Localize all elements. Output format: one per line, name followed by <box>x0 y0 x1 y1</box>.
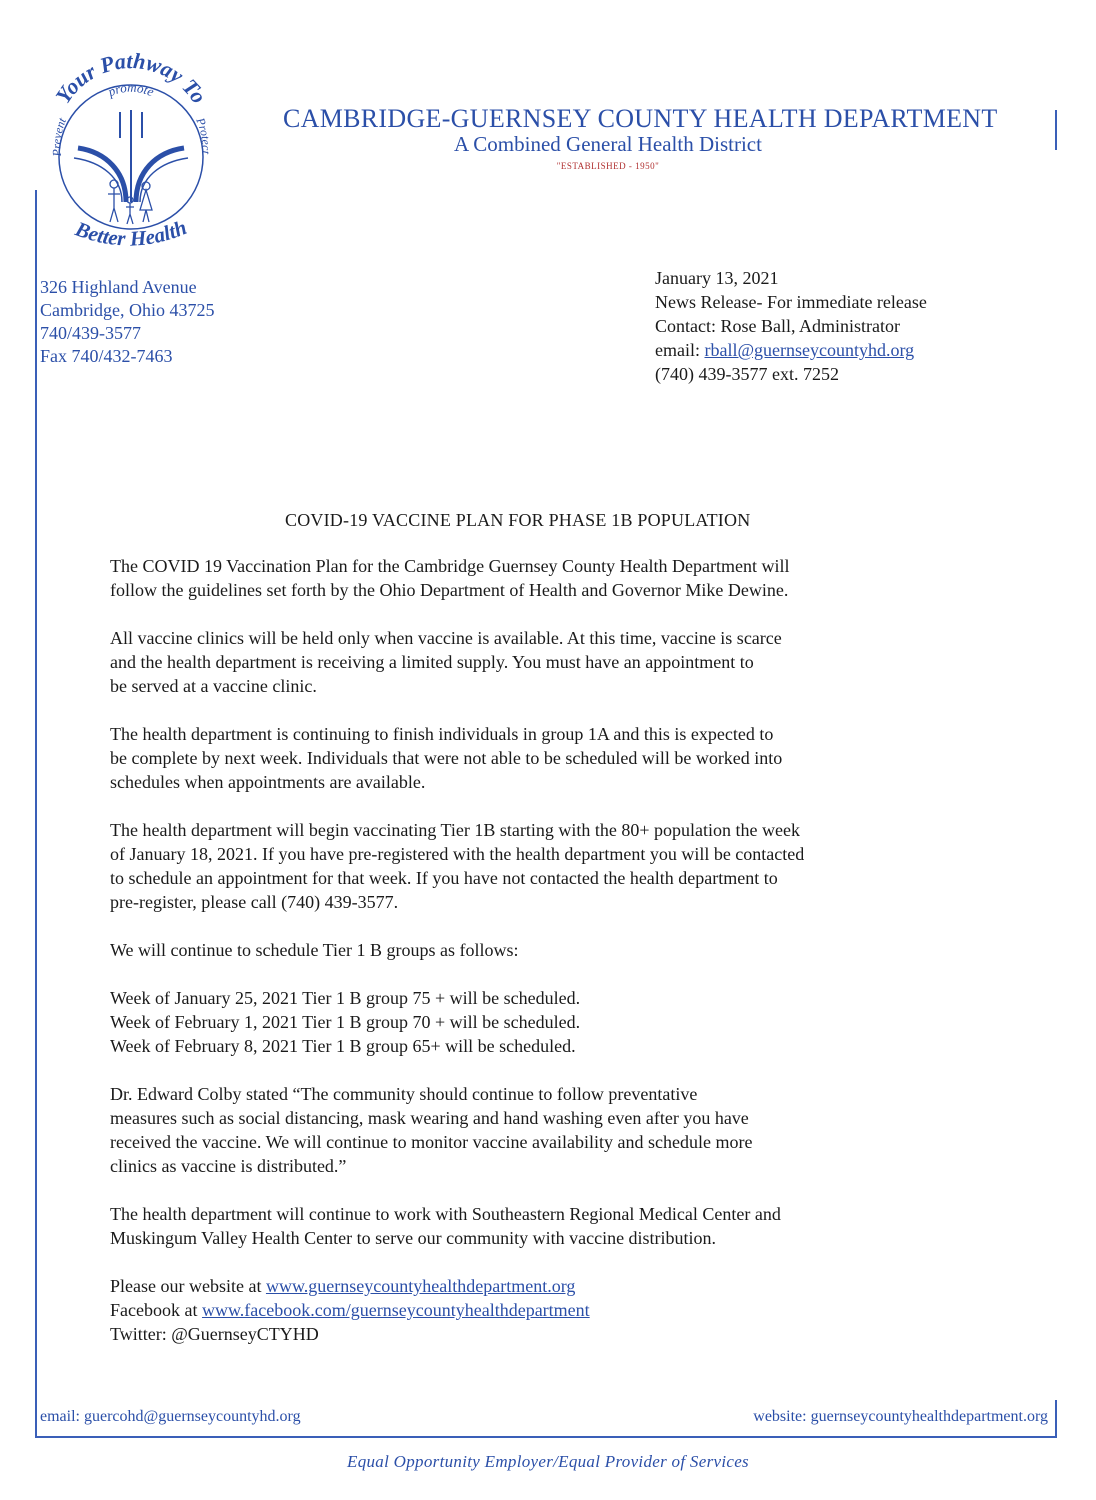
links-block <box>110 1274 1030 1346</box>
organization-subtitle: A Combined General Health District <box>454 132 762 156</box>
paragraph-3: The health department is continuing to finish individuals in group 1A and this is expected to be complete by next week. Individuals that were not able to be scheduled will be worked into schedules when appointments are available. <box>110 724 783 792</box>
website-link[interactable]: www.guernseycountyhealthdepartment.org <box>265 1276 576 1296</box>
paragraph-7: The health department will continue to work with Southeastern Regional Medical Center and Muskingum Valley Health Center to serve our community with vaccine distribution. <box>110 1204 781 1248</box>
logo-prevent-text: Prevent <box>49 115 69 157</box>
footer-email: email: guercohd@guernseycountyhd.org <box>40 1408 301 1425</box>
svg-text:promote <box>105 80 157 100</box>
release-title: COVID-19 VACCINE PLAN FOR PHASE 1B POPULATION <box>285 510 751 530</box>
letterhead-right-rule-bottom <box>1055 1400 1057 1438</box>
release-date: January 13, 2021 <box>655 268 779 288</box>
schedule-item: Week of January 25, 2021 Tier 1 B group 75 + will be scheduled. <box>110 988 581 1008</box>
facebook-link[interactable]: www.facebook.com/guernseycountyhealthdepartment <box>201 1300 590 1320</box>
paragraph-2: All vaccine clinics will be held only when vaccine is available. At this time, vaccine is scarce and the health department is receiving a limited supply. You must have an appointment to be served at a vaccine clinic. <box>110 628 782 696</box>
letterhead-bottom-rule <box>35 1436 1057 1438</box>
contact-email-link[interactable]: rball@guernseycountyhd.org <box>704 340 915 360</box>
release-body <box>110 554 1030 1370</box>
address-fax: Fax 740/432-7463 <box>40 346 173 366</box>
contact-email-line <box>655 338 927 362</box>
svg-text:Better Health <box>71 215 190 251</box>
footer-website: website: guernseycountyhealthdepartment.org <box>753 1408 1048 1425</box>
logo-bottom-text: Better Health <box>72 215 190 251</box>
paragraph-4: The health department will begin vaccinating Tier 1B starting with the 80+ population the week of January 18, 2021. If you have pre-registered with the health department you will be contacted to schedule an appointment for that week. If you have not contacted the health department to pre-register, please call (740) 439-3577. <box>110 820 805 912</box>
footer-equal-opportunity: Equal Opportunity Employer/Equal Provider of Services <box>347 1452 749 1471</box>
contact-email-label: email: <box>655 340 700 360</box>
release-contact-block <box>655 266 927 386</box>
paragraph-1: The COVID 19 Vaccination Plan for the Cambridge Guernsey County Health Department will follow the guidelines set forth by the Ohio Department of Health and Governor Mike Dewine. <box>110 556 790 600</box>
svg-text:Protect <box>193 115 213 155</box>
address-street: 326 Highland Avenue <box>40 277 197 297</box>
established-note: "ESTABLISHED - 1950" <box>556 161 660 171</box>
letterhead-left-rule <box>35 190 37 1437</box>
release-type: News Release- For immediate release <box>655 292 927 312</box>
schedule-list <box>110 986 1030 1058</box>
schedule-item: Week of February 1, 2021 Tier 1 B group 70 + will be scheduled. <box>110 1012 581 1032</box>
health-department-logo <box>36 52 226 262</box>
contact-phone: (740) 439-3577 ext. 7252 <box>655 364 839 384</box>
svg-text:Prevent <box>49 115 69 158</box>
paragraph-quote: Dr. Edward Colby stated “The community should continue to follow preventative measures such as social distancing, mask wearing and hand washing even after you have received the vaccine. We will continue to monitor vaccine availability and schedule more clinics as vaccine is distributed.” <box>110 1084 753 1176</box>
organization-name: CAMBRIDGE-GUERNSEY COUNTY HEALTH DEPARTMENT <box>283 104 998 133</box>
twitter-line: Twitter: @GuernseyCTYHD <box>110 1324 319 1344</box>
website-line: Please our website at www.guernseycountyhealthdepartment.org <box>110 1276 576 1296</box>
schedule-item: Week of February 8, 2021 Tier 1 B group 65+ will be scheduled. <box>110 1036 576 1056</box>
logo-top-text: Your Pathway To <box>50 52 212 108</box>
paragraph-5: We will continue to schedule Tier 1 B groups as follows: <box>110 940 519 960</box>
logo-promote-text: promote <box>105 79 157 100</box>
address-phone: 740/439-3577 <box>40 323 141 343</box>
address-city: Cambridge, Ohio 43725 <box>40 300 215 320</box>
mailing-address <box>40 276 214 368</box>
contact-person: Contact: Rose Ball, Administrator <box>655 316 900 336</box>
facebook-line: Facebook at www.facebook.com/guernseycountyhealthdepartment <box>110 1300 590 1320</box>
letterhead-right-rule-top <box>1055 110 1057 150</box>
logo-protect-text: Protect <box>193 115 214 155</box>
